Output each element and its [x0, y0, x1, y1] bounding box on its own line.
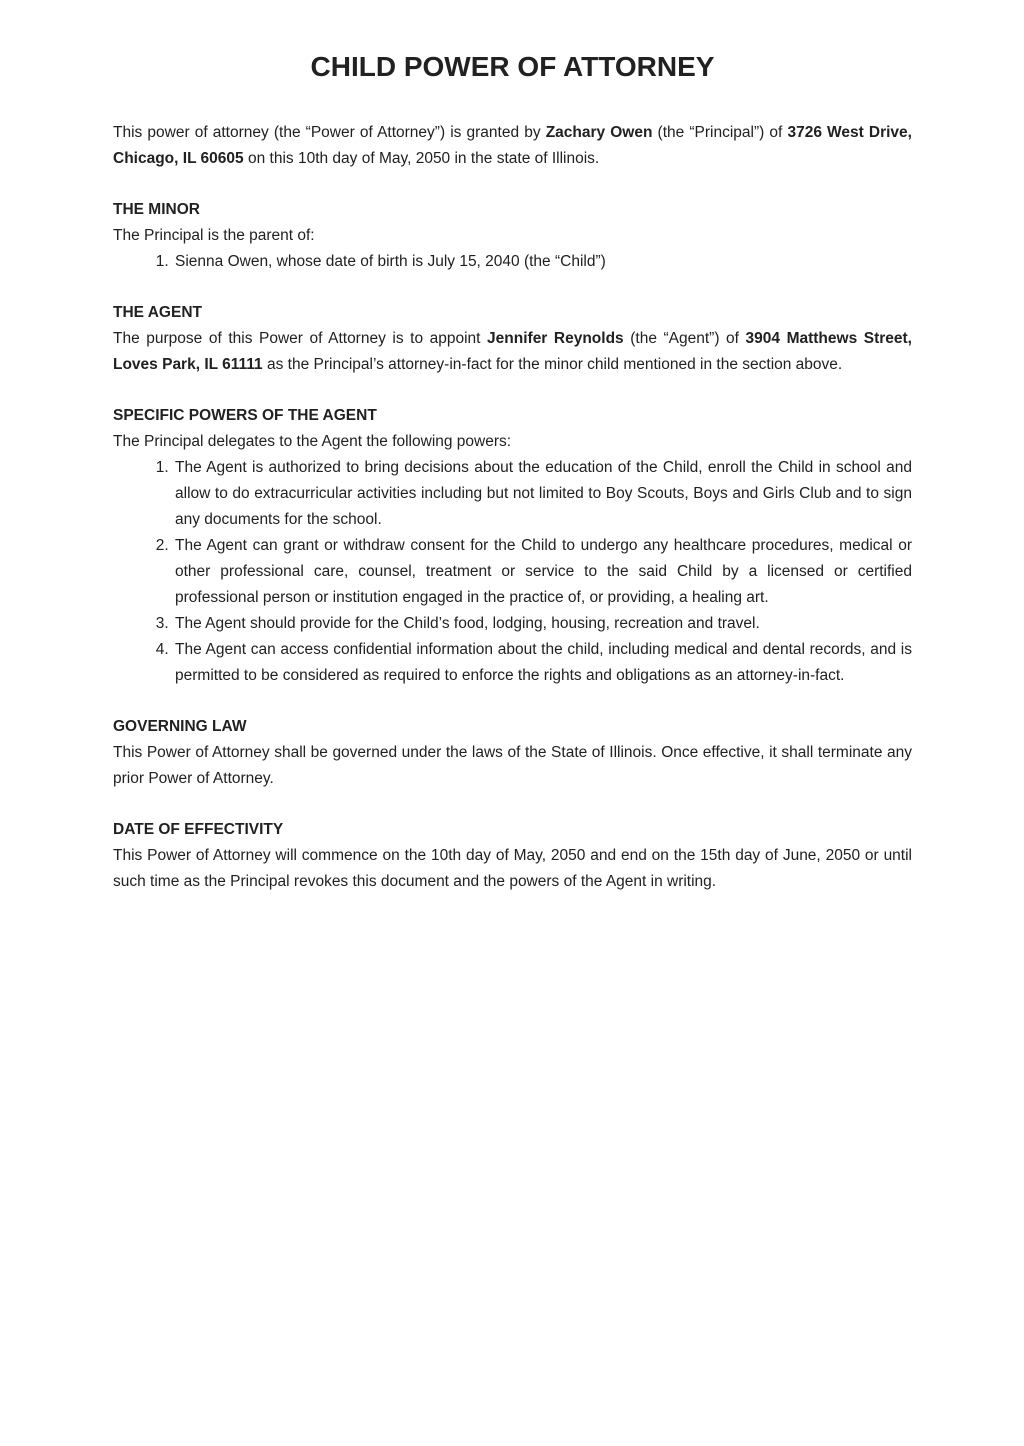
effectivity-body: This Power of Attorney will commence on the 10th day of May, 2050 and end on the 15th day of June, 2050 or until such time as the Principal revokes this document and the powers of the Agent in writing.: [113, 847, 912, 890]
agent-text-2: (the “Agent”) of: [623, 330, 746, 347]
minor-section-heading: THE MINOR: [113, 201, 200, 218]
agent-text-1: The purpose of this Power of Attorney is to appoint: [113, 330, 488, 347]
section-governing-law: [113, 714, 912, 792]
intro-text-2: (the “Principal”) of: [652, 124, 788, 141]
agent-address: 3904 Matthews Street, Loves Park, IL 61111: [113, 330, 912, 373]
governing-law-body: This Power of Attorney shall be governed under the laws of the State of Illinois. Once effective, it shall terminate any prior Power of Attorney.: [113, 744, 912, 787]
list-item: 1. Sienna Owen, whose date of birth is July 15, 2040 (the “Child”): [173, 249, 912, 275]
minor-section-lead: The Principal is the parent of:: [113, 227, 315, 244]
list-item: 2. The Agent can grant or withdraw consent for the Child to undergo any healthcare procedures, medical or other professional care, counsel, treatment or service to the said Child by a licensed or certified professional person or institution engaged in the practice of, or providing, a healing art.: [173, 533, 912, 611]
section-the-agent: [113, 300, 912, 378]
intro-text-3: on this 10th day of May, 2050 in the state of Illinois.: [243, 150, 600, 167]
intro-paragraph: [113, 120, 912, 172]
powers-section-heading: SPECIFIC POWERS OF THE AGENT: [113, 407, 377, 424]
section-the-minor: [113, 197, 912, 275]
principal-address: 3726 West Drive, Chicago, IL 60605: [113, 124, 912, 167]
powers-list: [113, 455, 912, 689]
governing-law-heading: GOVERNING LAW: [113, 718, 247, 735]
list-item: 4. The Agent can access confidential information about the child, including medical and dental records, and is permitted to be considered as required to enforce the rights and obligations as an attorney-in-fact.: [173, 637, 912, 689]
agent-name: Jennifer Reynolds: [487, 330, 624, 347]
effectivity-heading: DATE OF EFFECTIVITY: [113, 821, 284, 838]
agent-section-heading: THE AGENT: [113, 304, 202, 321]
powers-section-lead: The Principal delegates to the Agent the following powers:: [113, 433, 512, 450]
agent-paragraph: [113, 326, 912, 378]
document-title: CHILD POWER OF ATTORNEY: [310, 51, 715, 82]
section-specific-powers: [113, 403, 912, 689]
intro-text-1: This power of attorney (the “Power of Attorney”) is granted by: [113, 124, 546, 141]
minor-list: [113, 249, 912, 275]
section-date-of-effectivity: [113, 817, 912, 895]
principal-name: Zachary Owen: [545, 124, 653, 141]
list-item: 1. The Agent is authorized to bring decisions about the education of the Child, enroll the Child in school and allow to do extracurricular activities including but not limited to Boy Scouts, Boys and Girls Club and to sign any documents for the school.: [173, 455, 912, 533]
list-item: 3. The Agent should provide for the Child’s food, lodging, housing, recreation and travel.: [173, 611, 912, 637]
agent-text-3: as the Principal’s attorney-in-fact for the minor child mentioned in the section above.: [262, 356, 843, 373]
